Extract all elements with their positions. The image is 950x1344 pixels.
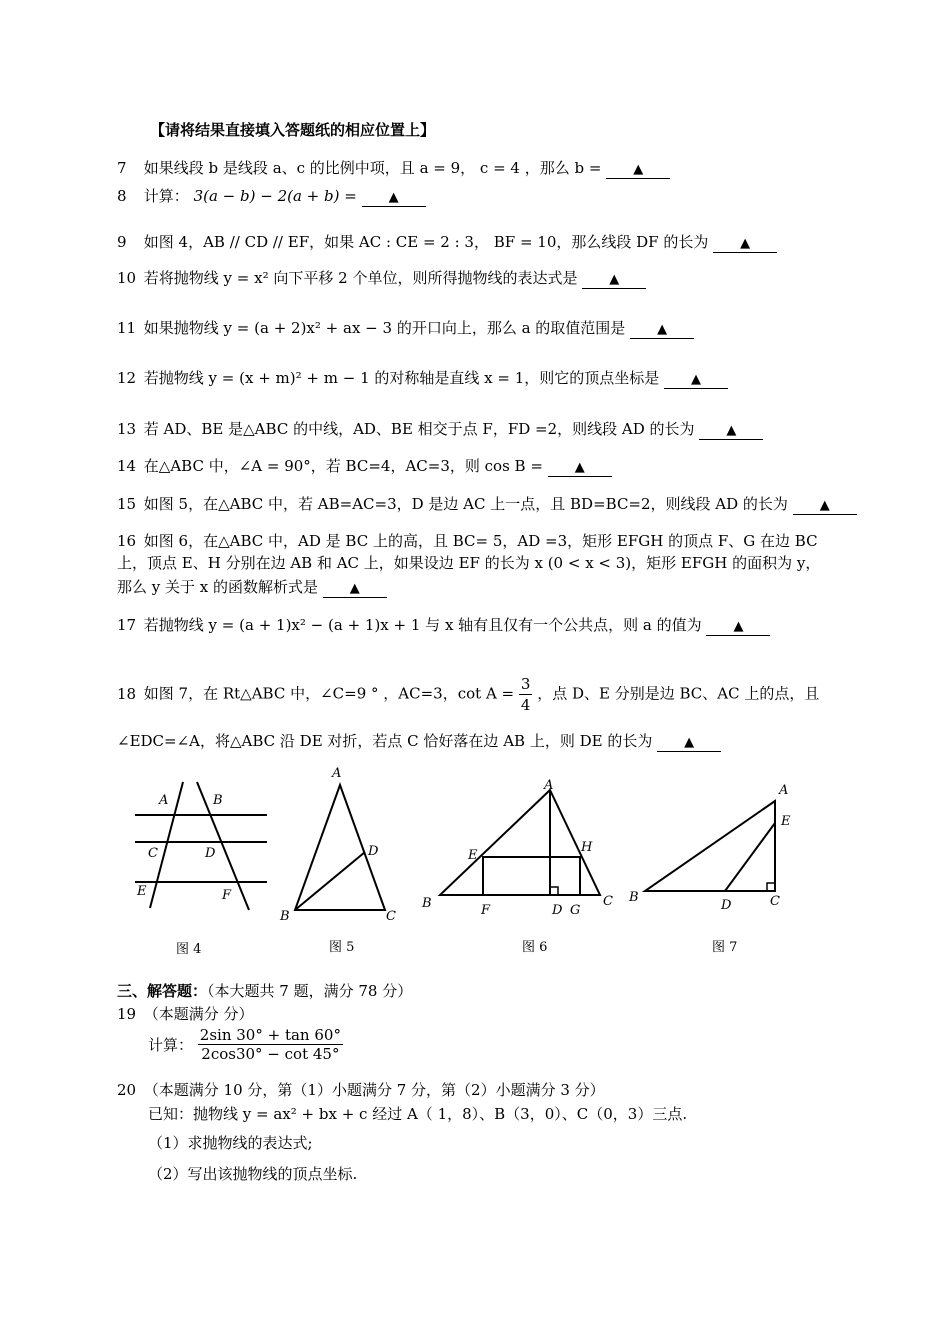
question-9: 9 如图 4，AB // CD // EF，如果 AC : CE = 2 : 3， BF = 10，那么线段 DF 的长为 ▲ xyxy=(117,232,777,253)
question-10: 10 若将抛物线 y = x² 向下平移 2 个单位，则所得抛物线的表达式是 ▲ xyxy=(117,268,646,289)
fig6-label-c: C xyxy=(603,894,613,909)
answer-blank[interactable]: ▲ xyxy=(630,320,694,339)
fig4-label-b: B xyxy=(213,793,223,808)
figure-7 xyxy=(640,798,780,898)
fig5-label-b: B xyxy=(280,909,290,924)
answer-blank[interactable]: ▲ xyxy=(362,188,426,207)
question-20-part1: （1）求抛物线的表达式; xyxy=(148,1134,313,1152)
question-16-line3: 那么 y 关于 x 的函数解析式是 ▲ xyxy=(117,577,387,598)
fig4-label-f: F xyxy=(222,888,232,903)
figure-5 xyxy=(285,780,395,915)
answer-blank[interactable]: ▲ xyxy=(582,270,646,289)
question-20-given: 已知：抛物线 y = ax² + bx + c 经过 A（ 1，8）、B（3，0）、C（0，3）三点. xyxy=(148,1105,688,1123)
answer-blank[interactable]: ▲ xyxy=(699,421,763,440)
fig6-label-g: G xyxy=(570,903,581,918)
section-3-title: 三、解答题：（本大题共 7 题，满分 78 分） xyxy=(117,982,413,1000)
question-19-expr: 计算： $\frac{2\sin 30^\circ + \tan 60^\circ}{2\cos 30^\circ - \cot 45^\circ}$ xyxy=(148,1026,341,1063)
fig6-label-a: A xyxy=(544,778,554,793)
question-13: 13 若 AD、BE 是△ABC 的中线，AD、BE 相交于点 F，FD =2，则线段 AD 的长为 ▲ xyxy=(117,419,763,440)
fig6-label-b: B xyxy=(422,896,432,911)
question-19: 19 （本题满分 分） xyxy=(117,1005,254,1023)
answer-blank[interactable]: ▲ xyxy=(706,617,770,636)
question-14: 14 在△ABC 中，∠A = 90°，若 BC=4，AC=3，则 cos B = ▲ xyxy=(117,456,612,477)
answer-blank[interactable]: ▲ xyxy=(657,733,721,752)
fig7-caption: 图 7 xyxy=(712,940,738,955)
fig6-label-f: F xyxy=(481,903,491,918)
fig4-label-e: E xyxy=(137,884,147,899)
fig7-label-a: A xyxy=(779,783,789,798)
fig6-label-h: H xyxy=(581,840,593,855)
answer-blank[interactable]: ▲ xyxy=(323,579,387,598)
fig7-label-c: C xyxy=(770,894,780,909)
fig4-caption: 图 4 xyxy=(176,942,202,957)
fig5-caption: 图 5 xyxy=(329,940,355,955)
question-16-line2: 上，顶点 E、H 分别在边 AB 和 AC 上，如果设边 EF 的长为 x (0 < x < 3)，矩形 EFGH 的面积为 y， xyxy=(117,554,821,572)
question-20-part2: （2）写出该抛物线的顶点坐标. xyxy=(148,1165,358,1183)
fig7-label-e: E xyxy=(781,814,791,829)
question-18-line2: ∠EDC=∠A，将△ABC 沿 DE 对折，若点 C 恰好落在边 AB 上，则 DE 的长为 ▲ xyxy=(117,731,721,752)
q19-fraction: $\frac{2\sin 30^\circ + \tan 60^\circ}{2\cos 30^\circ - \cot 45^\circ}$ xyxy=(199,1026,341,1063)
question-17: 17 若抛物线 y = (a + 1)x² − (a + 1)x + 1 与 x 轴有且仅有一个公共点，则 a 的值为 ▲ xyxy=(117,615,770,636)
fig6-label-e: E xyxy=(468,848,478,863)
cot-fraction: $\frac{3}{4}$ xyxy=(520,675,531,714)
instruction-header: 【请将结果直接填入答题纸的相应位置上】 xyxy=(150,121,436,139)
answer-blank[interactable]: ▲ xyxy=(713,234,777,253)
fig4-label-c: C xyxy=(148,846,158,861)
question-11: 11 如果抛物线 y = (a + 2)x² + ax − 3 的开口向上，那么 a 的取值范围是 ▲ xyxy=(117,318,694,339)
fig7-label-b: B xyxy=(629,890,639,905)
fig6-label-d: D xyxy=(552,903,563,918)
fig6-caption: 图 6 xyxy=(522,940,548,955)
question-15: 15 如图 5，在△ABC 中，若 AB=AC=3，D 是边 AC 上一点，且 BD=BC=2，则线段 AD 的长为 ▲ xyxy=(117,494,857,515)
fig4-label-a: A xyxy=(159,793,169,808)
answer-blank[interactable]: ▲ xyxy=(664,370,728,389)
fig4-label-d: D xyxy=(205,846,216,861)
question-16: 16 如图 6，在△ABC 中，AD 是 BC 上的高，且 BC= 5，AD =3，矩形 EFGH 的顶点 F、G 在边 BC xyxy=(117,532,818,550)
fig7-label-d: D xyxy=(721,898,732,913)
fig5-label-c: C xyxy=(386,909,396,924)
question-7: 7 如果线段 b 是线段 a、c 的比例中项，且 a = 9， c = 4 ，那么 b = ▲ xyxy=(117,158,670,179)
figure-6 xyxy=(435,785,605,900)
answer-blank[interactable]: ▲ xyxy=(606,160,670,179)
answer-blank[interactable]: ▲ xyxy=(793,496,857,515)
question-18: 18 如图 7，在 Rt△ABC 中，∠C=9 ° ，AC=3，cot A = $\frac{3}{4}$ ，点 D、E 分别是边 BC、AC 上的点，且 xyxy=(117,675,820,714)
answer-blank[interactable]: ▲ xyxy=(548,458,612,477)
fig5-label-d: D xyxy=(368,844,379,859)
question-20: 20 （本题满分 10 分，第（1）小题满分 7 分，第（2）小题满分 3 分） xyxy=(117,1081,605,1099)
fig5-label-a: A xyxy=(332,766,342,781)
question-12: 12 若抛物线 y = (x + m)² + m − 1 的对称轴是直线 x = 1，则它的顶点坐标是 ▲ xyxy=(117,368,728,389)
question-8: 8 计算： 3(a − b) − 2(a + b) = ▲ xyxy=(117,186,426,207)
